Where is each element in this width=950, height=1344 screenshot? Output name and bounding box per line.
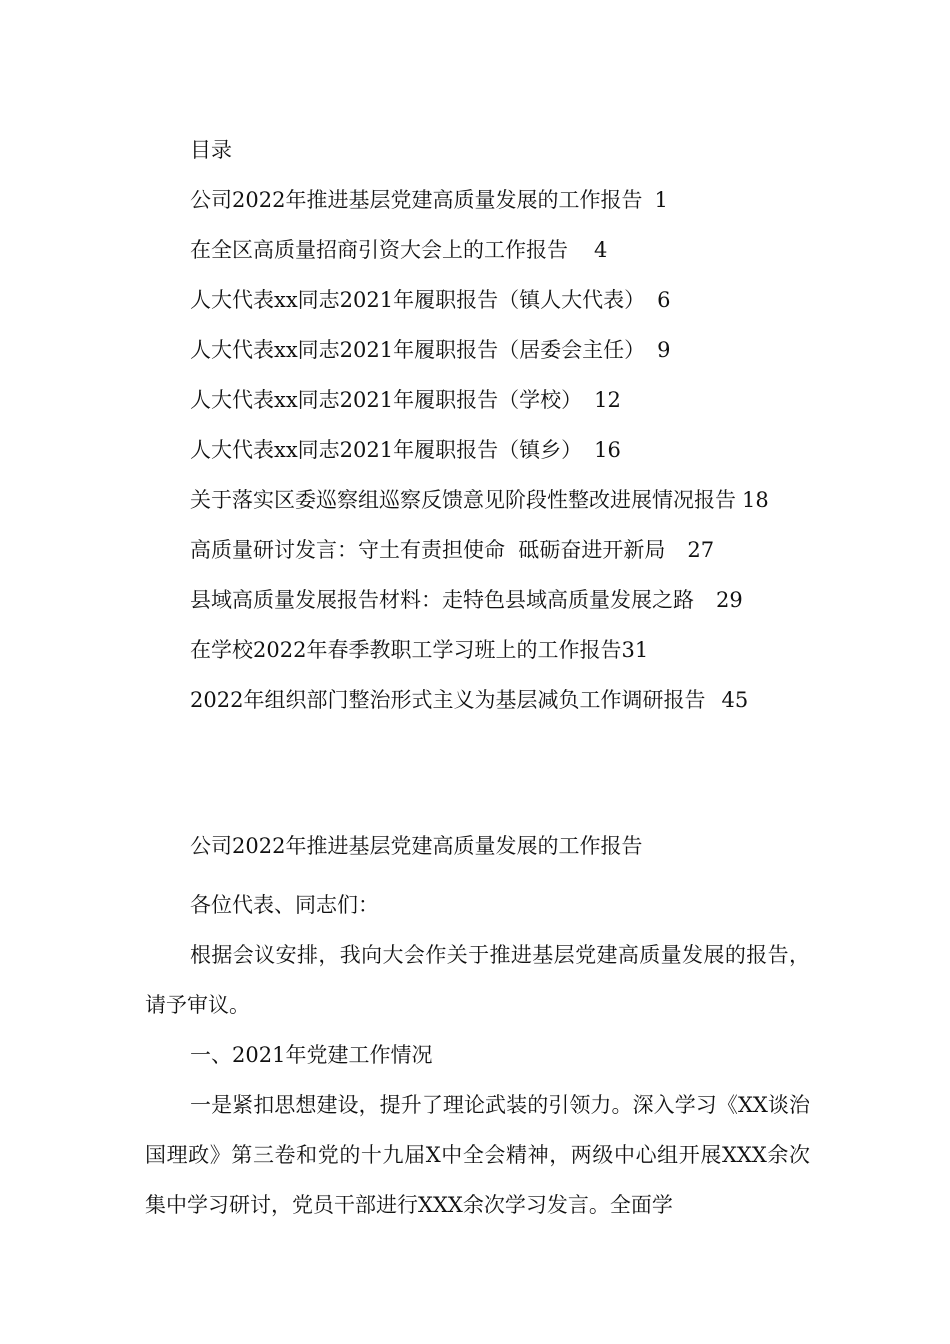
toc-list — [190, 184, 769, 734]
section-heading: 一、2021年党建工作情况 — [190, 1043, 433, 1067]
toc-item-text: 高质量研讨发言：守土有责担使命 砥砺奋进开新局 — [190, 538, 666, 562]
toc-item[interactable] — [190, 384, 769, 434]
toc-item[interactable] — [190, 334, 769, 384]
toc-item-page: 27 — [687, 538, 715, 562]
toc-item-text: 公司2022年推进基层党建高质量发展的工作报告 — [190, 188, 643, 212]
paragraph-body: 一是紧扣思想建设，提升了理论武装的引领力。深入学习《XX谈治国理政》第三卷和党的十九届X中全会精神，两级中心组开展XXX余次集中学习研讨，党员干部进行XXX余次学习发言。全面学 — [145, 1093, 810, 1217]
toc-item-page: 29 — [716, 588, 743, 612]
toc-item[interactable] — [190, 684, 769, 734]
toc-item-page: 9 — [657, 338, 671, 362]
document-body — [145, 880, 810, 1230]
toc-item-text: 人大代表xx同志2021年履职报告（学校） — [190, 388, 583, 412]
toc-item[interactable] — [190, 284, 769, 334]
toc-item-page: 4 — [594, 238, 608, 262]
toc-item[interactable] — [190, 434, 769, 484]
toc-item-page: 16 — [594, 438, 621, 462]
toc-item[interactable] — [190, 184, 769, 234]
paragraph-salutation: 各位代表、同志们： — [190, 893, 379, 917]
toc-item-page: 31 — [621, 638, 649, 662]
toc-item-page: 18 — [742, 488, 769, 512]
toc-title: 目录 — [190, 138, 232, 162]
toc-item-page: 12 — [594, 388, 621, 412]
toc-item-page: 1 — [654, 188, 668, 212]
toc-item-text: 人大代表xx同志2021年履职报告（镇人大代表） — [190, 288, 646, 312]
toc-item-text: 关于落实区委巡察组巡察反馈意见阶段性整改进展情况报告 — [190, 488, 736, 512]
toc-item-text: 人大代表xx同志2021年履职报告（镇乡） — [190, 438, 583, 462]
toc-item[interactable] — [190, 534, 769, 584]
toc-item-text: 在全区高质量招商引资大会上的工作报告 — [190, 238, 568, 262]
toc-item[interactable] — [190, 584, 769, 634]
toc-item[interactable] — [190, 634, 769, 684]
toc-item-page: 45 — [721, 688, 749, 712]
toc-item-text: 在学校2022年春季教职工学习班上的工作报告 — [190, 638, 622, 662]
toc-item[interactable] — [190, 484, 769, 534]
toc-item-text: 人大代表xx同志2021年履职报告（居委会主任） — [190, 338, 646, 362]
toc-item-page: 6 — [657, 288, 671, 312]
toc-item[interactable] — [190, 234, 769, 284]
toc-item-text: 2022年组织部门整治形式主义为基层减负工作调研报告 — [190, 688, 706, 712]
toc-item-text: 县域高质量发展报告材料：走特色县域高质量发展之路 — [190, 588, 694, 612]
document-title: 公司2022年推进基层党建高质量发展的工作报告 — [190, 834, 643, 858]
paragraph-intro: 根据会议安排，我向大会作关于推进基层党建高质量发展的报告，请予审议。 — [145, 943, 810, 1017]
